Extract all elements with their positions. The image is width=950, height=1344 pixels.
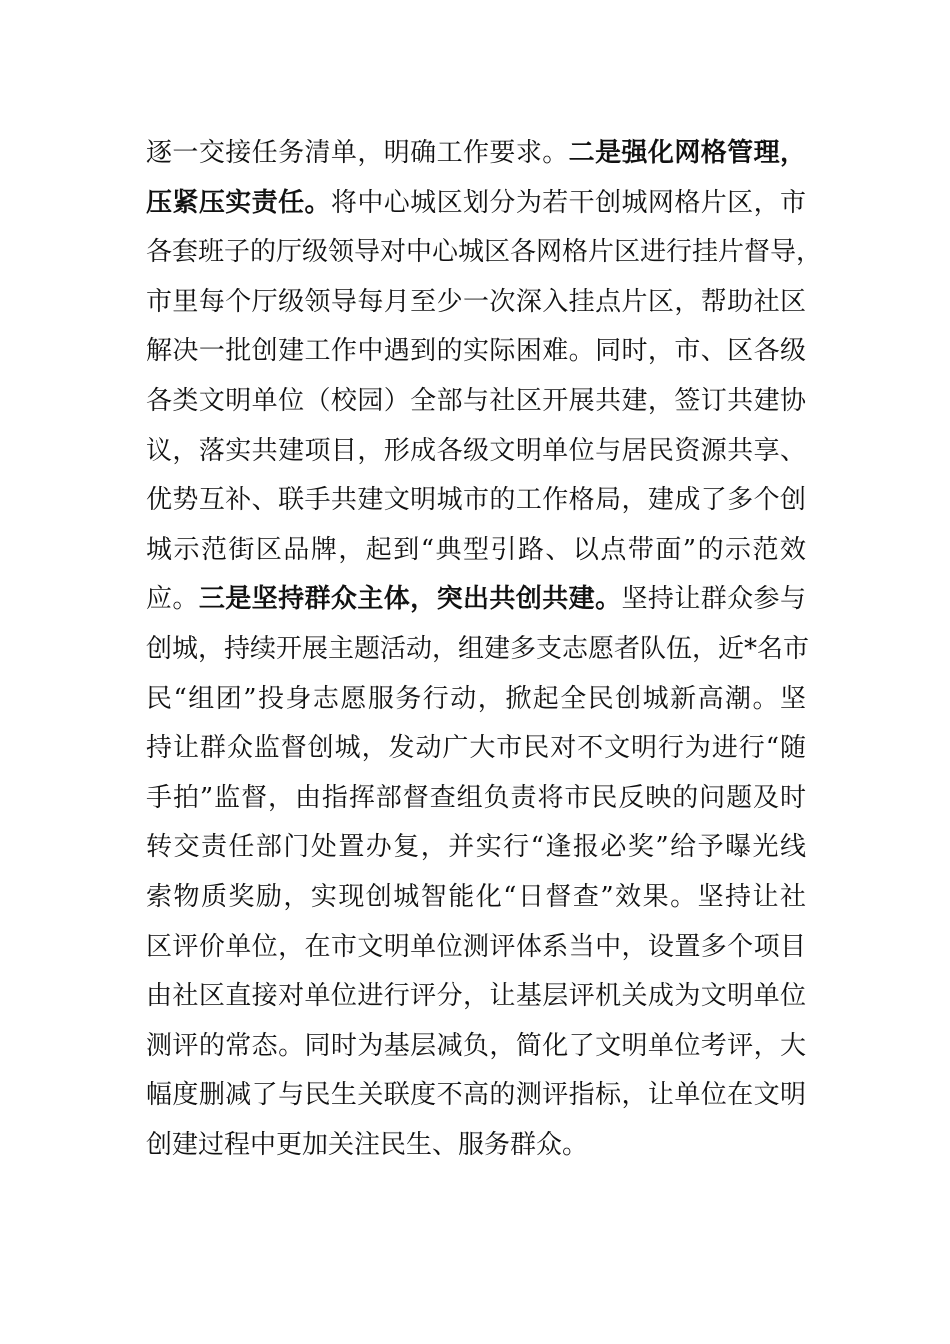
- body-text: 创建过程中更加关注民生、服务群众。: [146, 1130, 589, 1160]
- body-text: 幅度删减了与民生关联度不高的测评指标，让单位在文明: [146, 1080, 806, 1111]
- text-line: [146, 922, 806, 972]
- text-line: [146, 326, 806, 376]
- body-text: 各类文明单位（校园）全部与社区开展共建，签订共建协: [146, 386, 806, 416]
- text-line: [146, 773, 806, 823]
- body-text: 区评价单位，在市文明单位测评体系当中，设置多个项目: [146, 931, 806, 962]
- text-line: [146, 227, 823, 277]
- bold-heading-text: 三是坚持群众主体，突出共创共建。: [198, 584, 622, 615]
- body-text: 坚持让群众参与: [621, 584, 806, 615]
- body-text: 索物质奖励，实现创城智能化“日督查”效果。坚持让社: [146, 882, 806, 912]
- body-text: 优势互补、联手共建文明城市的工作格局，建成了多个创: [146, 485, 806, 516]
- text-line: [146, 525, 806, 575]
- text-line: [146, 624, 810, 674]
- text-line: [146, 128, 806, 178]
- text-line: [146, 1120, 806, 1170]
- text-line: [146, 822, 806, 872]
- text-line: [146, 674, 806, 724]
- body-text: 各套班子的厅级领导对中心城区各网格片区进行挂片督导，: [146, 237, 823, 268]
- text-line: [146, 872, 806, 922]
- body-text: 手拍”监督，由指挥部督查组负责将市民反映的问题及时: [146, 782, 806, 813]
- body-text: 创城，持续开展主题活动，组建多支志愿者队伍，近*名市: [146, 634, 810, 664]
- body-text: 市里每个厅级领导每月至少一次深入挂点片区，帮助社区: [146, 286, 806, 317]
- text-line: [146, 971, 806, 1021]
- text-line: [146, 376, 806, 426]
- body-text: 应。: [146, 584, 199, 615]
- text-line: [146, 723, 806, 773]
- text-line: [146, 1070, 806, 1120]
- text-line: [146, 574, 806, 624]
- text-line: [146, 1021, 806, 1071]
- body-text: 民“组团”投身志愿服务行动，掀起全民创城新高潮。坚: [146, 683, 806, 714]
- body-text: 持让群众监督创城，发动广大市民对不文明行为进行“随: [146, 733, 806, 764]
- body-text: 将中心城区划分为若干创城网格片区，市: [330, 187, 806, 218]
- body-text: 解决一批创建工作中遇到的实际困难。同时，市、区各级: [146, 336, 806, 367]
- text-line: [146, 475, 806, 525]
- body-text: 由社区直接对单位进行评分，让基层评机关成为文明单位: [146, 981, 806, 1012]
- body-text: 转交责任部门处置办复，并实行“逢报必奖”给予曝光线: [146, 832, 806, 863]
- body-text: 城示范街区品牌，起到“典型引路、以点带面”的示范效: [146, 534, 806, 565]
- text-line: [146, 178, 806, 228]
- text-line: [146, 426, 806, 476]
- bold-heading-text: 二是强化网格管理，: [568, 138, 806, 168]
- body-text: 逐一交接任务清单，明确工作要求。: [146, 138, 569, 168]
- body-text: 测评的常态。同时为基层减负，简化了文明单位考评，大: [146, 1030, 806, 1061]
- text-line: [146, 277, 806, 327]
- body-text: 议，落实共建项目，形成各级文明单位与居民资源共享、: [146, 435, 806, 466]
- bold-heading-text: 压紧压实责任。: [146, 187, 331, 218]
